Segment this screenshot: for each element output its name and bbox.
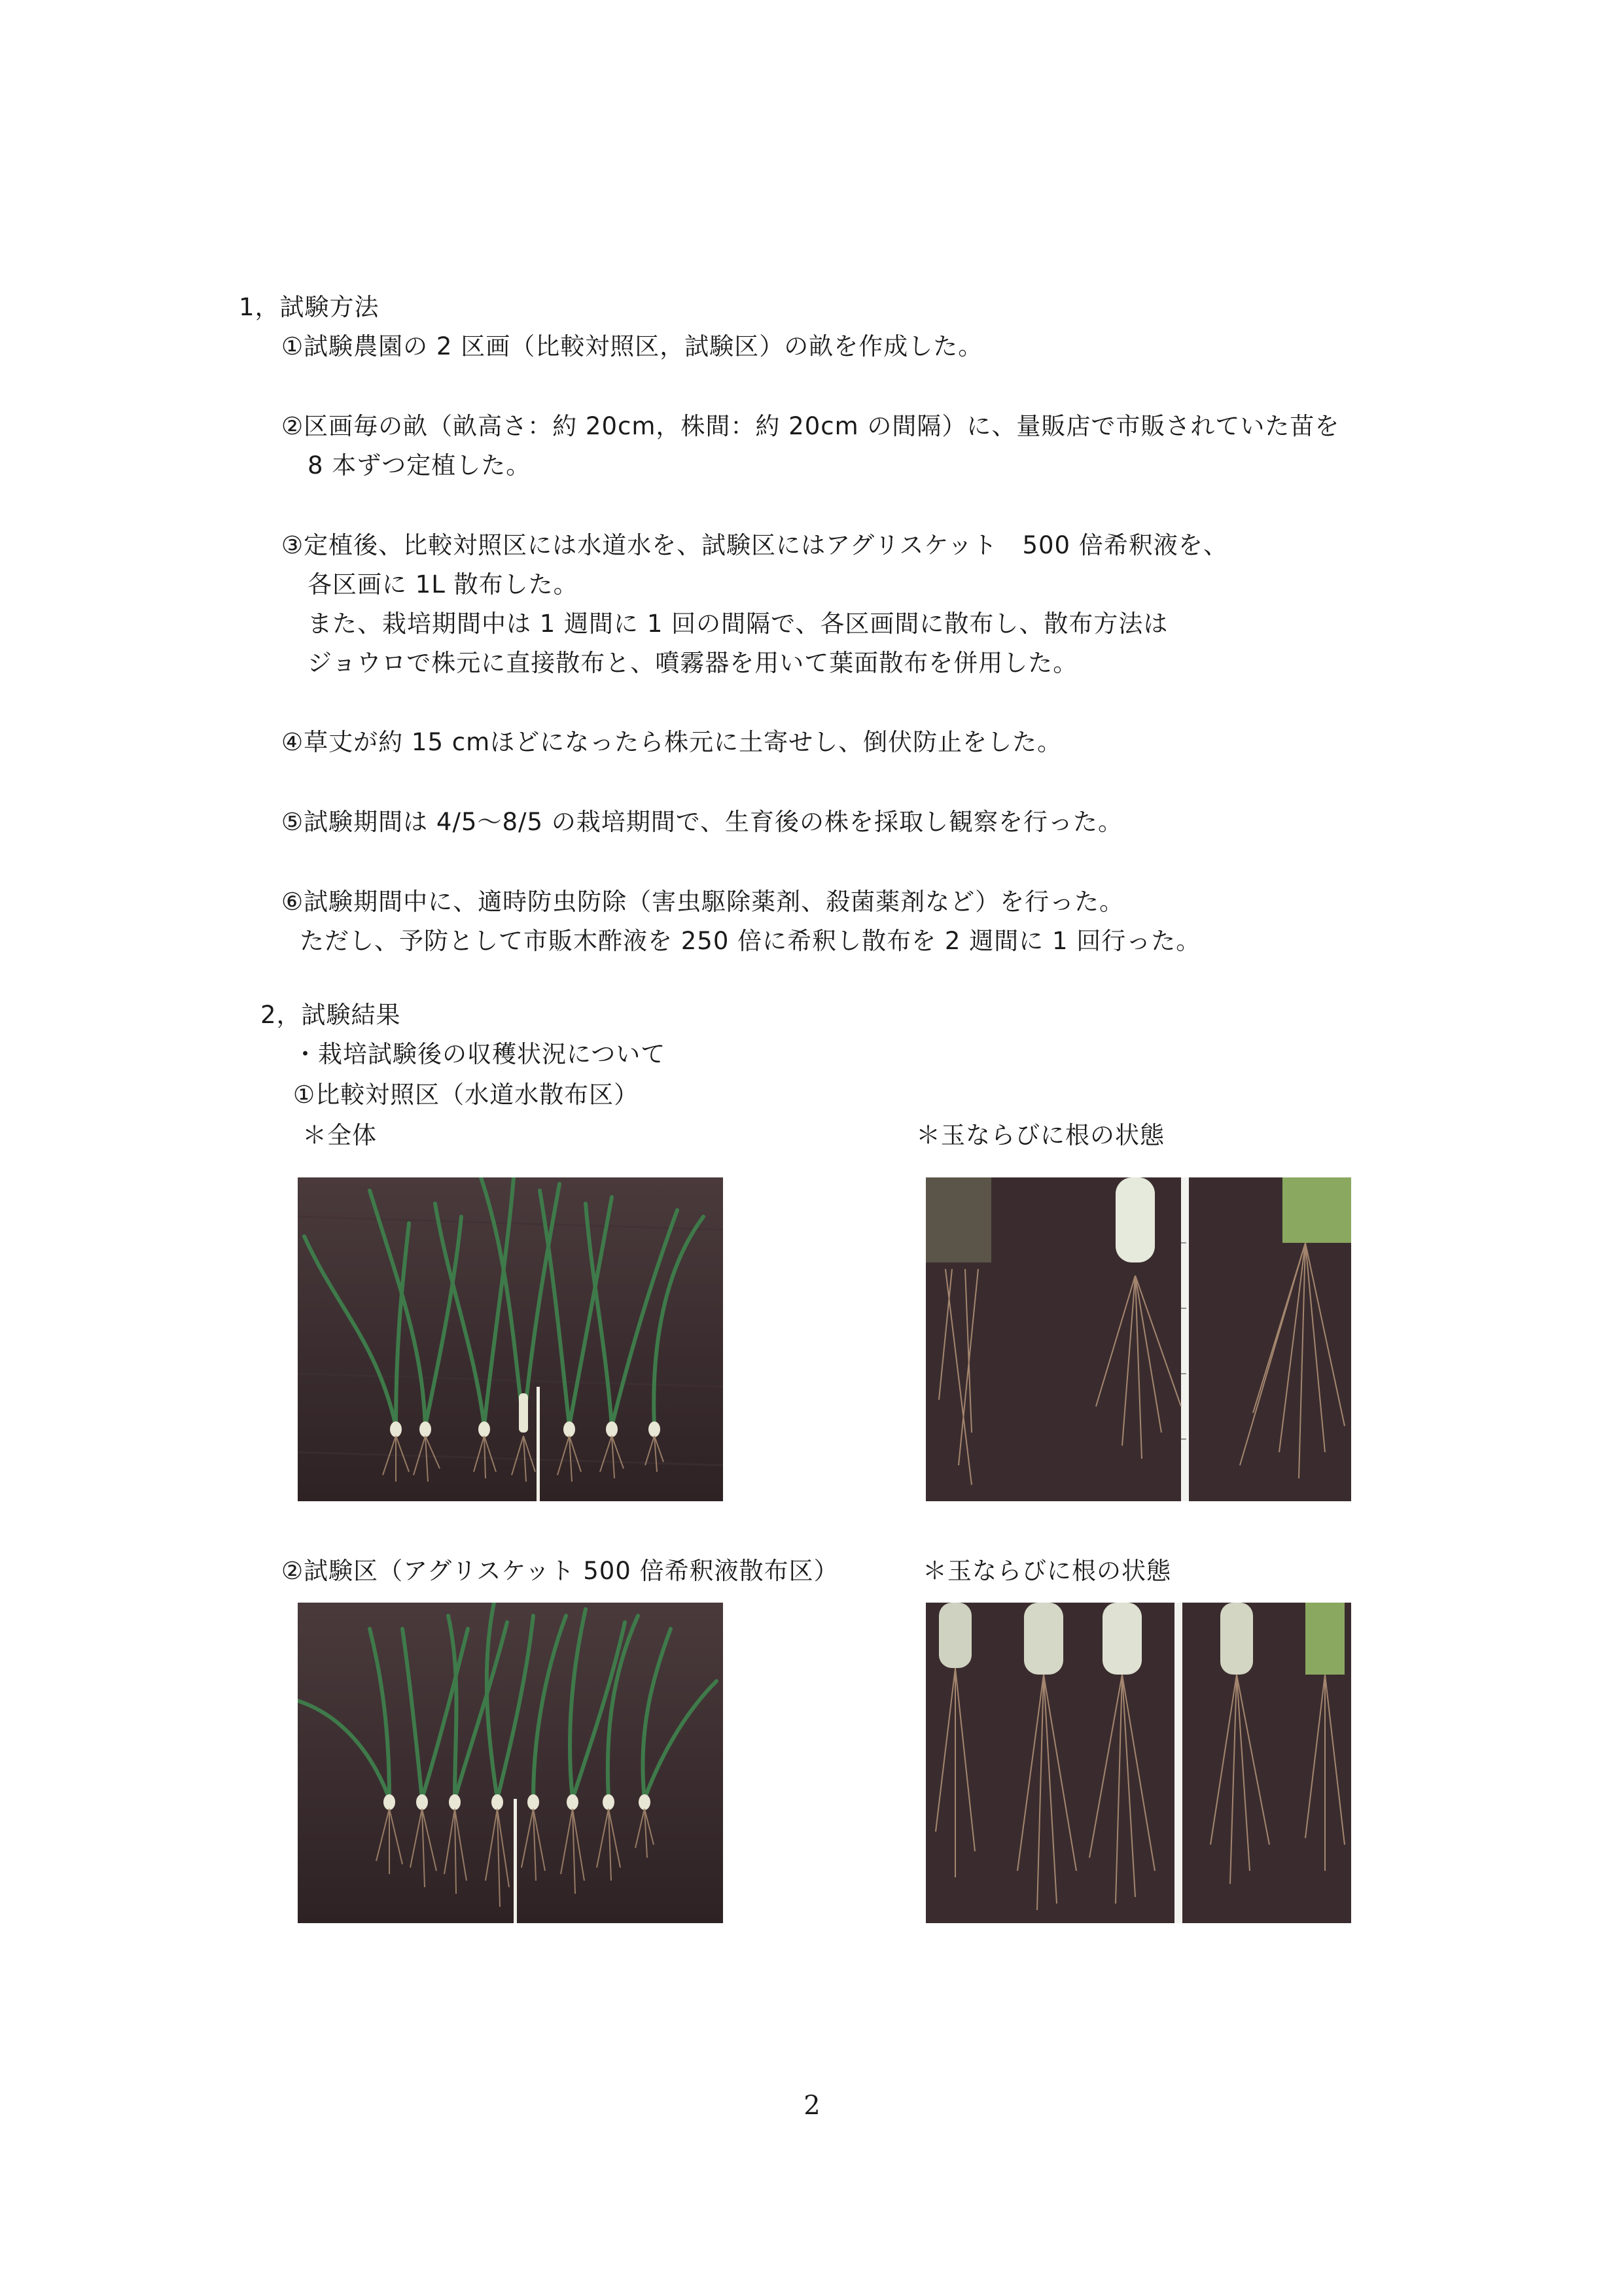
method-item-2-line-1: ②区画毎の畝（畝高さ：約 20cm，株間：約 20cm の間隔）に、量販店で市販されていた苗を [281,412,1340,440]
method-item-5-line-1: ⑤試験期間は 4/5～8/5 の栽培期間で、生育後の株を採取し観察を行った。 [281,808,1123,836]
method-item-4-line-1: ④草丈が約 15 cmほどになったら株元に土寄せし、倒伏防止をした。 [281,728,1063,756]
method-item-6-line-2: ただし、予防として市販木酢液を 250 倍に希釈し散布を 2 週間に 1 回行った。 [300,927,1201,955]
section2-heading: 2，試験結果 [260,1001,401,1029]
test-overall-photo [298,1603,723,1923]
group2-caption-bulbs-roots: ＊玉ならびに根の状態 [923,1557,1171,1585]
page-number: 2 [803,2091,821,2121]
section2-subheading: ・栽培試験後の収穫状況について [293,1040,666,1068]
group1-title: ①比較対照区（水道水散布区） [293,1081,639,1109]
method-item-3-line-4: ジョウロで株元に直接散布と、噴霧器を用いて葉面散布を併用した。 [308,649,1078,677]
method-item-3-line-1: ③定植後、比較対照区には水道水を、試験区にはアグリスケット 500 倍希釈液を、 [281,531,1228,559]
group1-caption-bulbs-roots: ＊玉ならびに根の状態 [916,1121,1165,1149]
test-bulbs-roots-photo [926,1603,1351,1923]
control-overall-photo [298,1177,723,1501]
method-item-2-line-2: 8 本ずつ定植した。 [308,451,531,479]
group1-caption-overall: ＊全体 [302,1121,377,1149]
group2-title: ②試験区（アグリスケット 500 倍希釈液散布区） [281,1557,839,1585]
section1-heading: 1，試験方法 [239,293,380,321]
method-item-6-line-1: ⑥試験期間中に、適時防虫防除（害虫駆除薬剤、殺菌薬剤など）を行った。 [281,888,1125,916]
method-item-1-line-1: ①試験農園の 2 区画（比較対照区，試験区）の畝を作成した。 [281,332,983,360]
control-bulbs-roots-photo [926,1177,1351,1501]
method-item-3-line-3: また、栽培期間中は 1 週間に 1 回の間隔で、各区画間に散布し、散布方法は [308,610,1169,638]
method-item-3-line-2: 各区画に 1L 散布した。 [308,570,578,599]
